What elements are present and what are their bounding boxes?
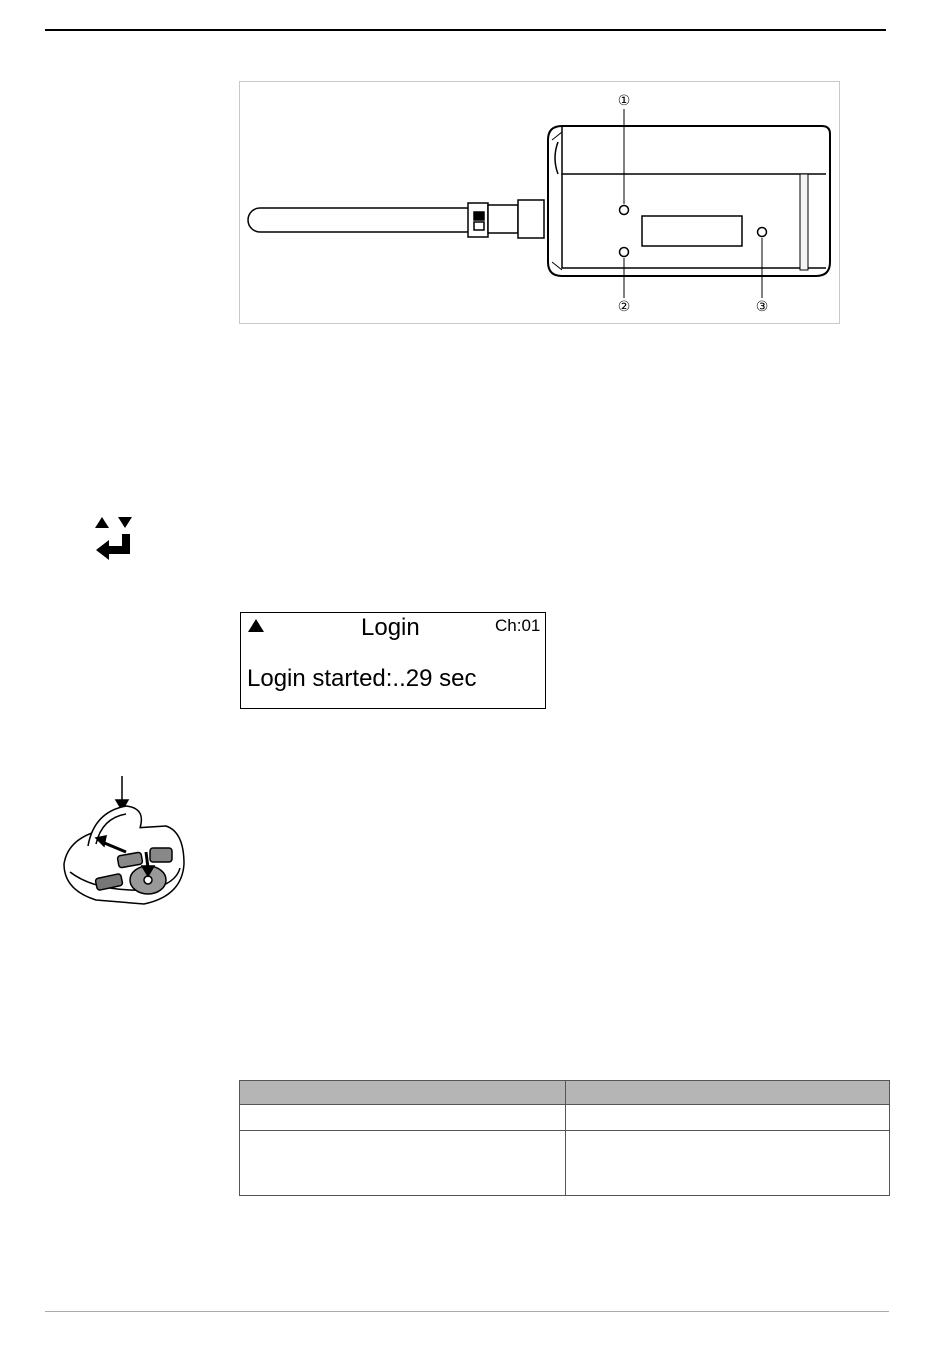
triangle-down-icon bbox=[118, 517, 132, 528]
housing bbox=[548, 126, 830, 276]
device-figure bbox=[239, 81, 840, 324]
lcd-title: Login bbox=[361, 614, 420, 641]
table-row bbox=[240, 1131, 890, 1196]
table-header-cell bbox=[240, 1081, 566, 1105]
data-table bbox=[239, 1080, 890, 1196]
table-header-row bbox=[240, 1081, 890, 1105]
callout-2: ② bbox=[617, 299, 631, 315]
footer-rule bbox=[45, 1311, 889, 1312]
antenna bbox=[248, 200, 544, 238]
navigation-keys bbox=[92, 514, 136, 564]
callout-3: ③ bbox=[755, 299, 769, 315]
callout-1: ① bbox=[617, 93, 631, 109]
table-row bbox=[240, 1105, 890, 1131]
triangle-up-icon bbox=[95, 517, 109, 528]
receiver-illustration bbox=[240, 82, 841, 325]
table-cell bbox=[240, 1131, 566, 1196]
table-header-cell bbox=[566, 1081, 890, 1105]
lcd-message: Login started:..29 sec bbox=[247, 665, 477, 692]
lcd-display bbox=[240, 612, 546, 709]
table-cell bbox=[566, 1131, 890, 1196]
foot-pedal-illustration bbox=[56, 772, 192, 916]
table-cell bbox=[566, 1105, 890, 1131]
triangle-up-icon bbox=[248, 619, 264, 632]
header-rule bbox=[45, 29, 886, 31]
table-cell bbox=[240, 1105, 566, 1131]
lcd-channel: Ch:01 bbox=[495, 616, 541, 635]
enter-arrow-icon bbox=[96, 534, 130, 560]
